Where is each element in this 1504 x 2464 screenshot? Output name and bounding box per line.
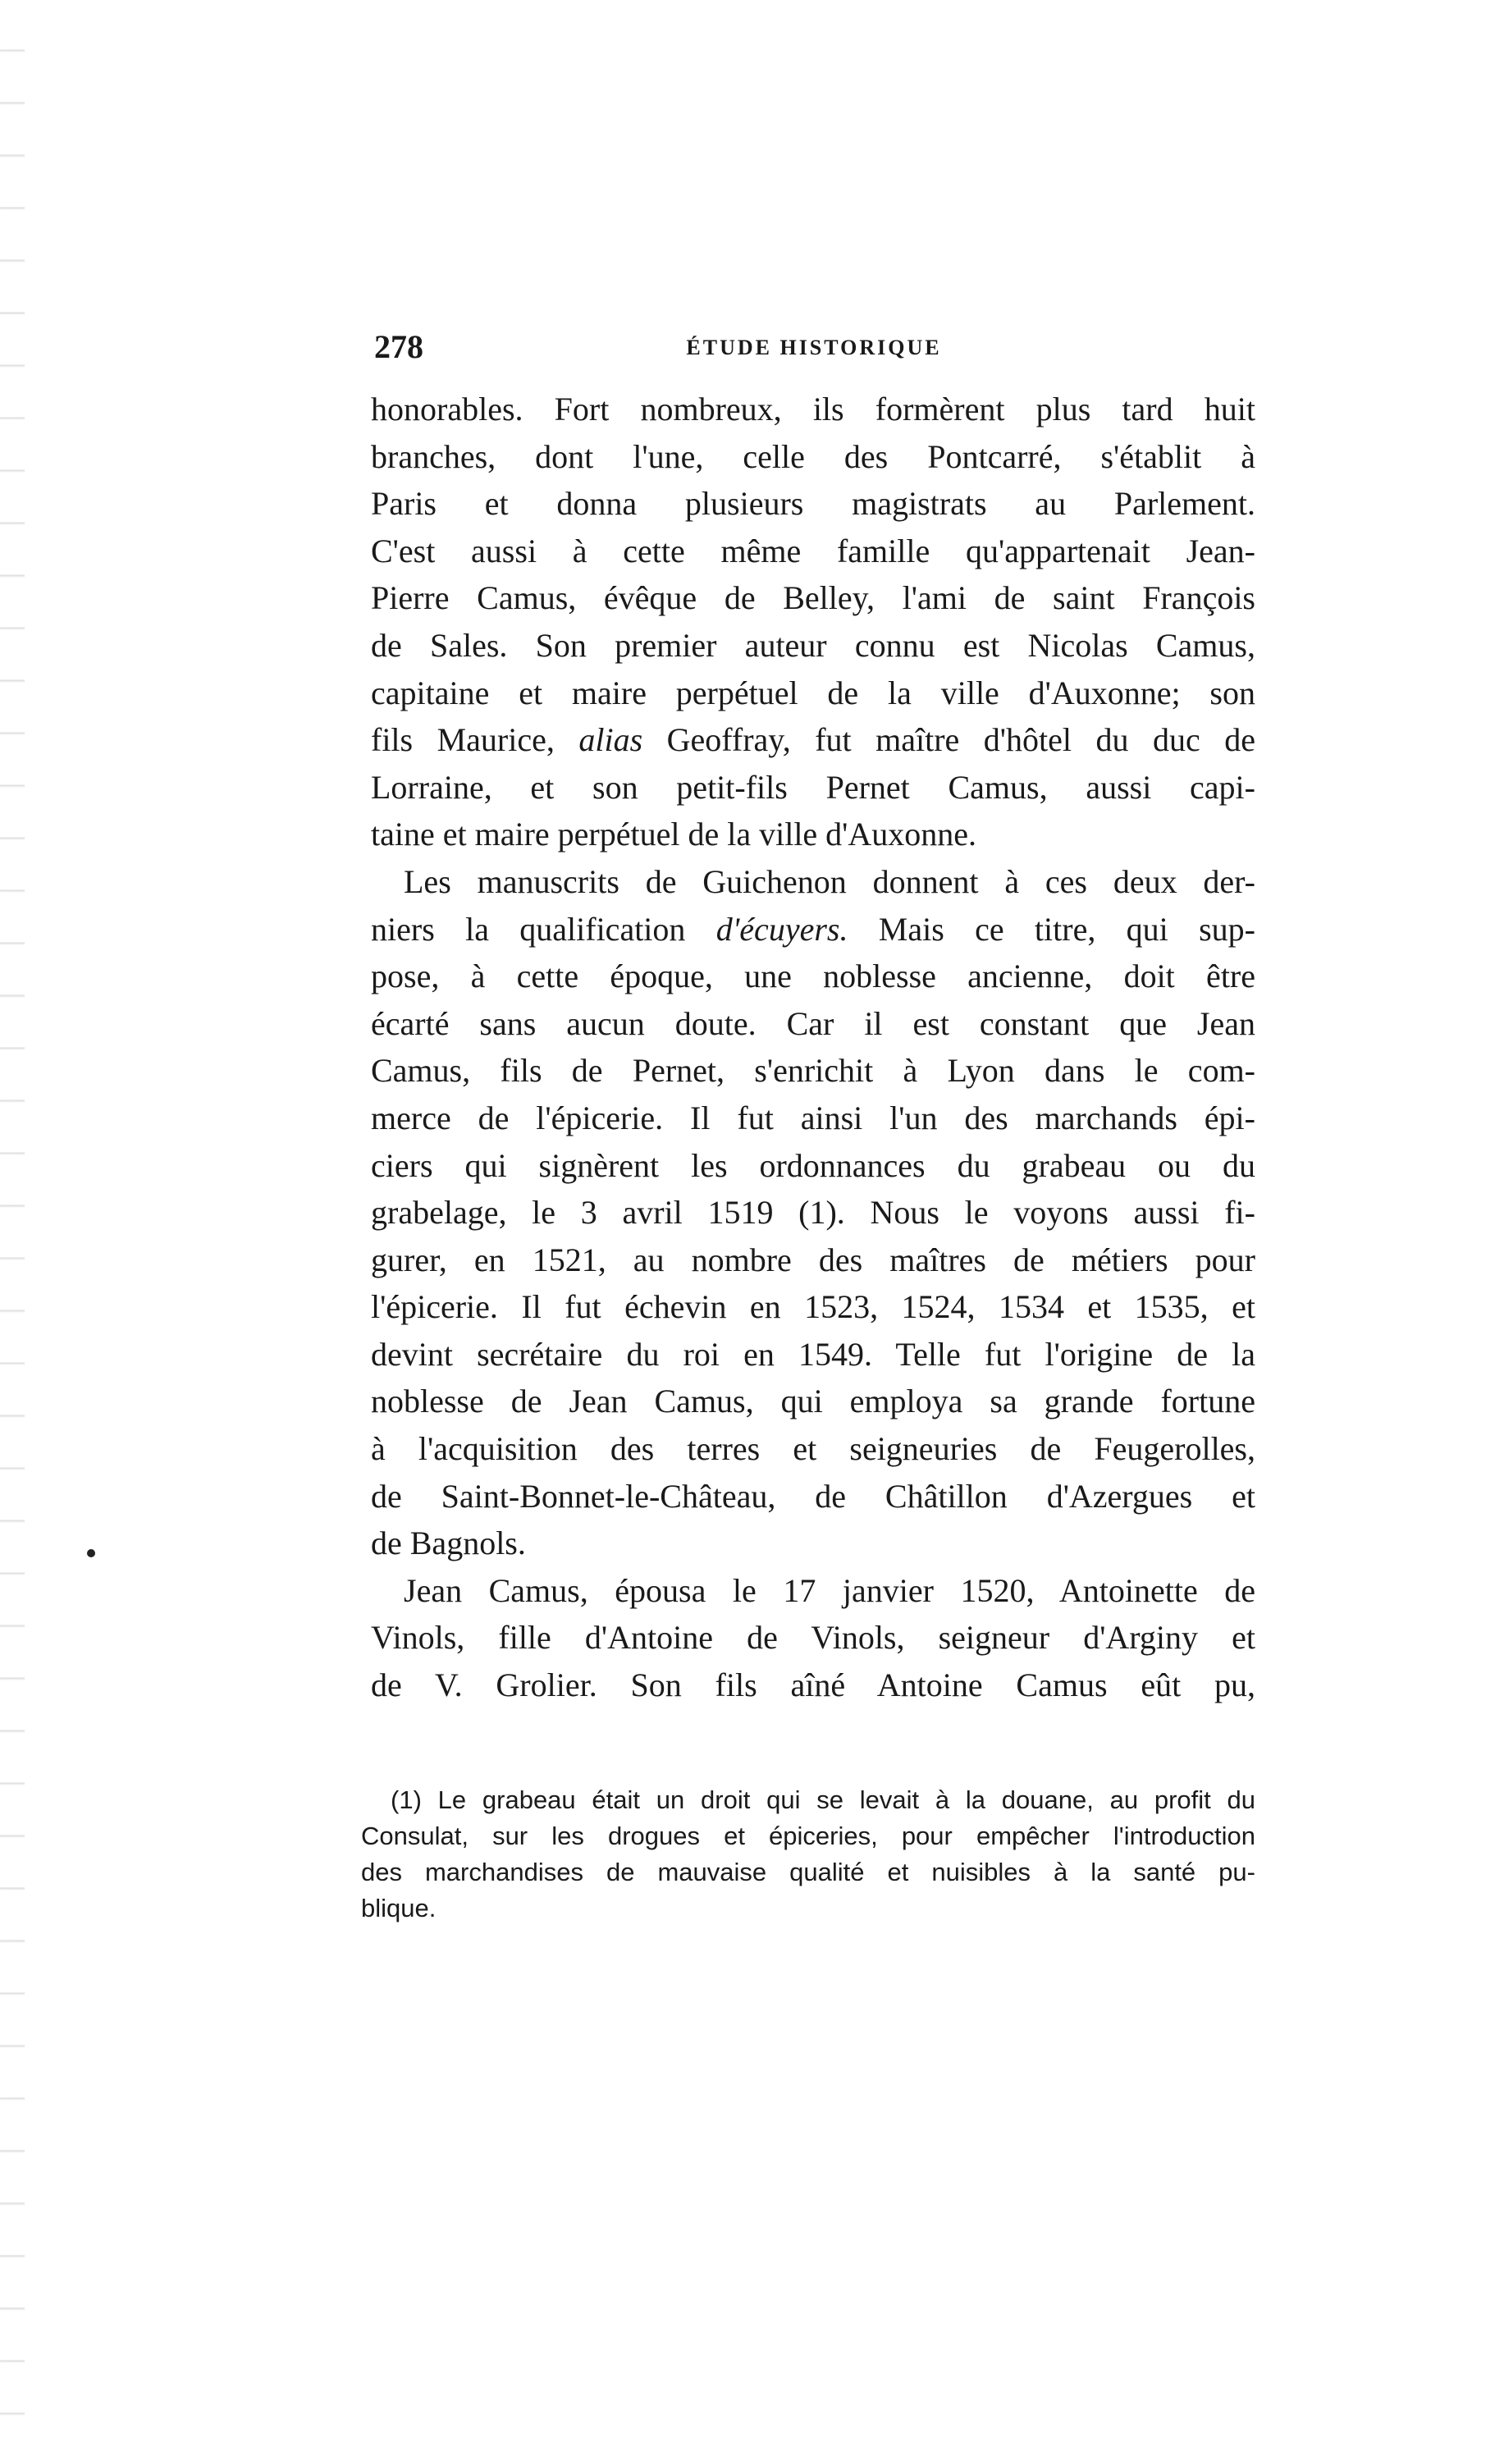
text-segment: Geoffray, fut maître d'hôtel du duc de — [642, 721, 1255, 759]
footnote-line: des marchandises de mauvaise qualité et nuisibles à la santé pu- — [361, 1858, 1255, 1886]
italic-word: alias — [578, 721, 643, 759]
scan-edge — [0, 0, 25, 2464]
footnote-line: (1) Le grabeau était un droit qui se levait à la douane, au profit du — [391, 1785, 1255, 1814]
text-line: Jean Camus, épousa le 17 janvier 1520, Antoinette de — [404, 1571, 1255, 1609]
text-segment: niers la qualification — [371, 910, 686, 948]
page-number: 278 — [374, 328, 423, 365]
text-line-with-italic — [371, 906, 1255, 953]
text-segment: Mais ce titre, qui sup- — [848, 910, 1255, 948]
text-line: Pierre Camus, évêque de Belley, l'ami de saint François — [371, 579, 1255, 617]
text-line: devint secrétaire du roi en 1549. Telle fut l'origine de la — [371, 1335, 1255, 1373]
text-line: C'est aussi à cette même famille qu'appartenait Jean- — [371, 532, 1255, 569]
footnote-line: Consulat, sur les drogues et épiceries, pour empêcher l'introduction — [361, 1822, 1255, 1850]
text-line: Paris et donna plusieurs magistrats au Parlement. — [371, 485, 1255, 523]
main-text — [371, 386, 1255, 1709]
text-line: Les manuscrits de Guichenon donnent à ces deux der- — [404, 862, 1255, 900]
text-line: taine et maire perpétuel de la ville d'Auxonne. — [371, 816, 977, 853]
text-line: de Saint-Bonnet-le-Château, de Châtillon d'Azergues et — [371, 1477, 1255, 1515]
text-line: à l'acquisition des terres et seigneuries de Feugerolles, — [371, 1430, 1255, 1468]
text-segment: fils Maurice, — [371, 721, 555, 759]
text-line: Lorraine, et son petit-fils Pernet Camus, aussi capi- — [371, 768, 1255, 806]
footnote-block — [361, 1782, 1255, 1927]
text-line: honorables. Fort nombreux, ils formèrent plus tard huit — [371, 391, 1255, 427]
text-line: gurer, en 1521, au nombre des maîtres de métiers pour — [371, 1241, 1255, 1278]
text-line: écarté sans aucun doute. Car il est constant que Jean — [371, 1004, 1255, 1042]
text-line: merce de l'épicerie. Il fut ainsi l'un des marchands épi- — [371, 1099, 1255, 1136]
text-line: l'épicerie. Il fut échevin en 1523, 1524, 1534 et 1535, et — [371, 1288, 1255, 1326]
text-line: de Sales. Son premier auteur connu est Nicolas Camus, — [371, 626, 1255, 664]
running-head: ÉTUDE HISTORIQUE — [686, 336, 942, 359]
text-line: branches, dont l'une, celle des Pontcarré, s'établit à — [371, 437, 1255, 475]
ink-mark — [87, 1549, 95, 1557]
italic-word: d'écuyers. — [715, 910, 848, 948]
text-line: pose, à cette époque, une noblesse ancienne, doit être — [371, 958, 1255, 995]
text-line: noblesse de Jean Camus, qui employa sa grande fortune — [371, 1383, 1255, 1420]
text-line: capitaine et maire perpétuel de la ville d'Auxonne; son — [371, 674, 1255, 711]
text-line: de Bagnols. — [371, 1525, 526, 1562]
text-line: Camus, fils de Pernet, s'enrichit à Lyon dans le com- — [371, 1052, 1255, 1090]
footnote-line: blique. — [361, 1894, 437, 1922]
text-line: de V. Grolier. Son fils aîné Antoine Camus eût pu, — [371, 1666, 1255, 1704]
text-line-with-italic — [371, 716, 1255, 764]
text-line: ciers qui signèrent les ordonnances du grabeau ou du — [371, 1146, 1255, 1184]
text-line: grabelage, le 3 avril 1519 (1). Nous le voyons aussi fi- — [371, 1194, 1255, 1232]
page-header — [374, 327, 1254, 368]
text-line: Vinols, fille d'Antoine de Vinols, seigneur d'Arginy et — [371, 1619, 1255, 1657]
